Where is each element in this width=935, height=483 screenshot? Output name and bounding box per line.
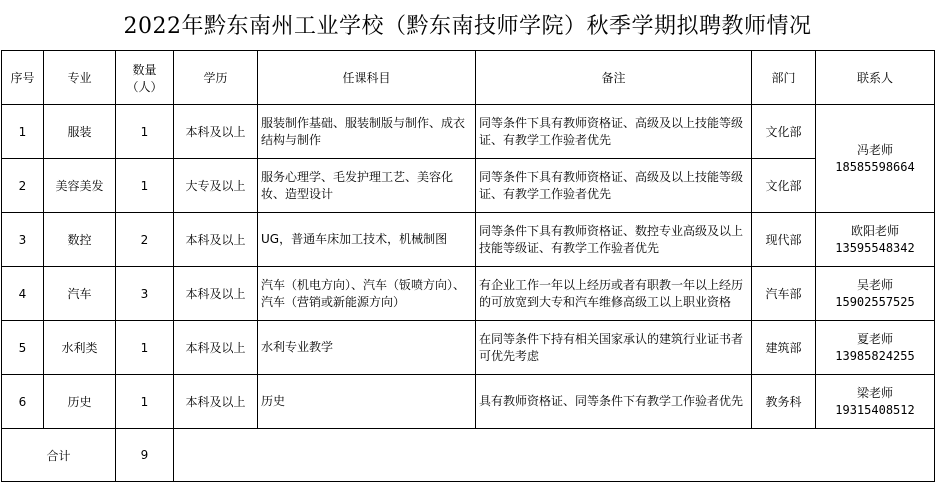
cell-count: 3 <box>116 267 174 321</box>
header-notes: 备注 <box>476 51 752 105</box>
contact-name: 欧阳老师 <box>850 223 899 238</box>
header-dept: 部门 <box>752 51 816 105</box>
contact-phone: 19315408512 <box>835 402 915 417</box>
cell-seq: 1 <box>2 105 44 159</box>
table-row <box>2 321 935 375</box>
cell-major: 美容美发 <box>44 159 116 213</box>
cell-edu: 本科及以上 <box>174 375 258 429</box>
cell-count: 2 <box>116 213 174 267</box>
cell-major: 历史 <box>44 375 116 429</box>
cell-edu: 本科及以上 <box>174 321 258 375</box>
recruitment-table <box>1 50 935 482</box>
total-empty-cell <box>174 429 935 482</box>
contact-phone: 18585598664 <box>835 159 915 174</box>
total-count: 9 <box>116 429 174 482</box>
header-subjects: 任课科目 <box>258 51 476 105</box>
cell-contact <box>816 321 935 375</box>
cell-dept: 教务科 <box>752 375 816 429</box>
header-contact: 联系人 <box>816 51 935 105</box>
header-edu: 学历 <box>174 51 258 105</box>
cell-count: 1 <box>116 375 174 429</box>
cell-major: 汽车 <box>44 267 116 321</box>
contact-phone: 13595548342 <box>835 240 915 255</box>
cell-count: 1 <box>116 159 174 213</box>
cell-major: 服装 <box>44 105 116 159</box>
header-count: 数量（人） <box>116 51 174 105</box>
cell-seq: 2 <box>2 159 44 213</box>
cell-subjects: UG，普通车床加工技术，机械制图 <box>258 213 476 267</box>
cell-count: 1 <box>116 321 174 375</box>
cell-subjects: 汽车（机电方向）、汽车（钣喷方向）、汽车（营销或新能源方向） <box>258 267 476 321</box>
table-row <box>2 213 935 267</box>
cell-dept: 文化部 <box>752 159 816 213</box>
cell-subjects: 服装制作基础、服装制版与制作、成衣结构与制作 <box>258 105 476 159</box>
header-seq: 序号 <box>2 51 44 105</box>
cell-major: 数控 <box>44 213 116 267</box>
cell-edu: 本科及以上 <box>174 213 258 267</box>
cell-dept: 现代部 <box>752 213 816 267</box>
cell-dept: 文化部 <box>752 105 816 159</box>
table-row <box>2 159 935 213</box>
cell-contact <box>816 105 935 213</box>
cell-subjects: 水利专业教学 <box>258 321 476 375</box>
cell-notes: 在同等条件下持有相关国家承认的建筑行业证书者可优先考虑 <box>476 321 752 375</box>
cell-seq: 3 <box>2 213 44 267</box>
cell-edu: 本科及以上 <box>174 105 258 159</box>
cell-dept: 汽车部 <box>752 267 816 321</box>
contact-name: 吴老师 <box>856 277 893 292</box>
contact-phone: 15902557525 <box>835 294 915 309</box>
cell-subjects: 服务心理学、毛发护理工艺、美容化妆、造型设计 <box>258 159 476 213</box>
cell-count: 1 <box>116 105 174 159</box>
total-label: 合计 <box>2 429 116 482</box>
cell-edu: 本科及以上 <box>174 267 258 321</box>
cell-notes: 同等条件下具有教师资格证、数控专业高级及以上技能等级证、有教学工作验者优先 <box>476 213 752 267</box>
table-header-row <box>2 51 935 105</box>
cell-subjects: 历史 <box>258 375 476 429</box>
table-row <box>2 267 935 321</box>
contact-phone: 13985824255 <box>835 348 915 363</box>
page-title: 2022年黔东南州工业学校（黔东南技师学院）秋季学期拟聘教师情况 <box>123 14 812 39</box>
contact-name: 夏老师 <box>856 331 893 346</box>
cell-major: 水利类 <box>44 321 116 375</box>
contact-name: 冯老师 <box>856 142 893 157</box>
cell-notes: 同等条件下具有教师资格证、高级及以上技能等级证、有教学工作验者优先 <box>476 105 752 159</box>
cell-dept: 建筑部 <box>752 321 816 375</box>
table-row <box>2 375 935 429</box>
cell-notes: 同等条件下具有教师资格证、高级及以上技能等级证、有教学工作验者优先 <box>476 159 752 213</box>
cell-notes: 有企业工作一年以上经历或者有职教一年以上经历的可放宽到大专和汽车维修高级工以上职业资格 <box>476 267 752 321</box>
cell-contact <box>816 267 935 321</box>
cell-notes: 具有教师资格证、同等条件下有教学工作验者优先 <box>476 375 752 429</box>
cell-contact <box>816 375 935 429</box>
table-row <box>2 105 935 159</box>
contact-name: 梁老师 <box>856 385 893 400</box>
total-row <box>2 429 935 482</box>
cell-contact <box>816 213 935 267</box>
cell-seq: 6 <box>2 375 44 429</box>
cell-seq: 5 <box>2 321 44 375</box>
cell-seq: 4 <box>2 267 44 321</box>
cell-edu: 大专及以上 <box>174 159 258 213</box>
header-major: 专业 <box>44 51 116 105</box>
